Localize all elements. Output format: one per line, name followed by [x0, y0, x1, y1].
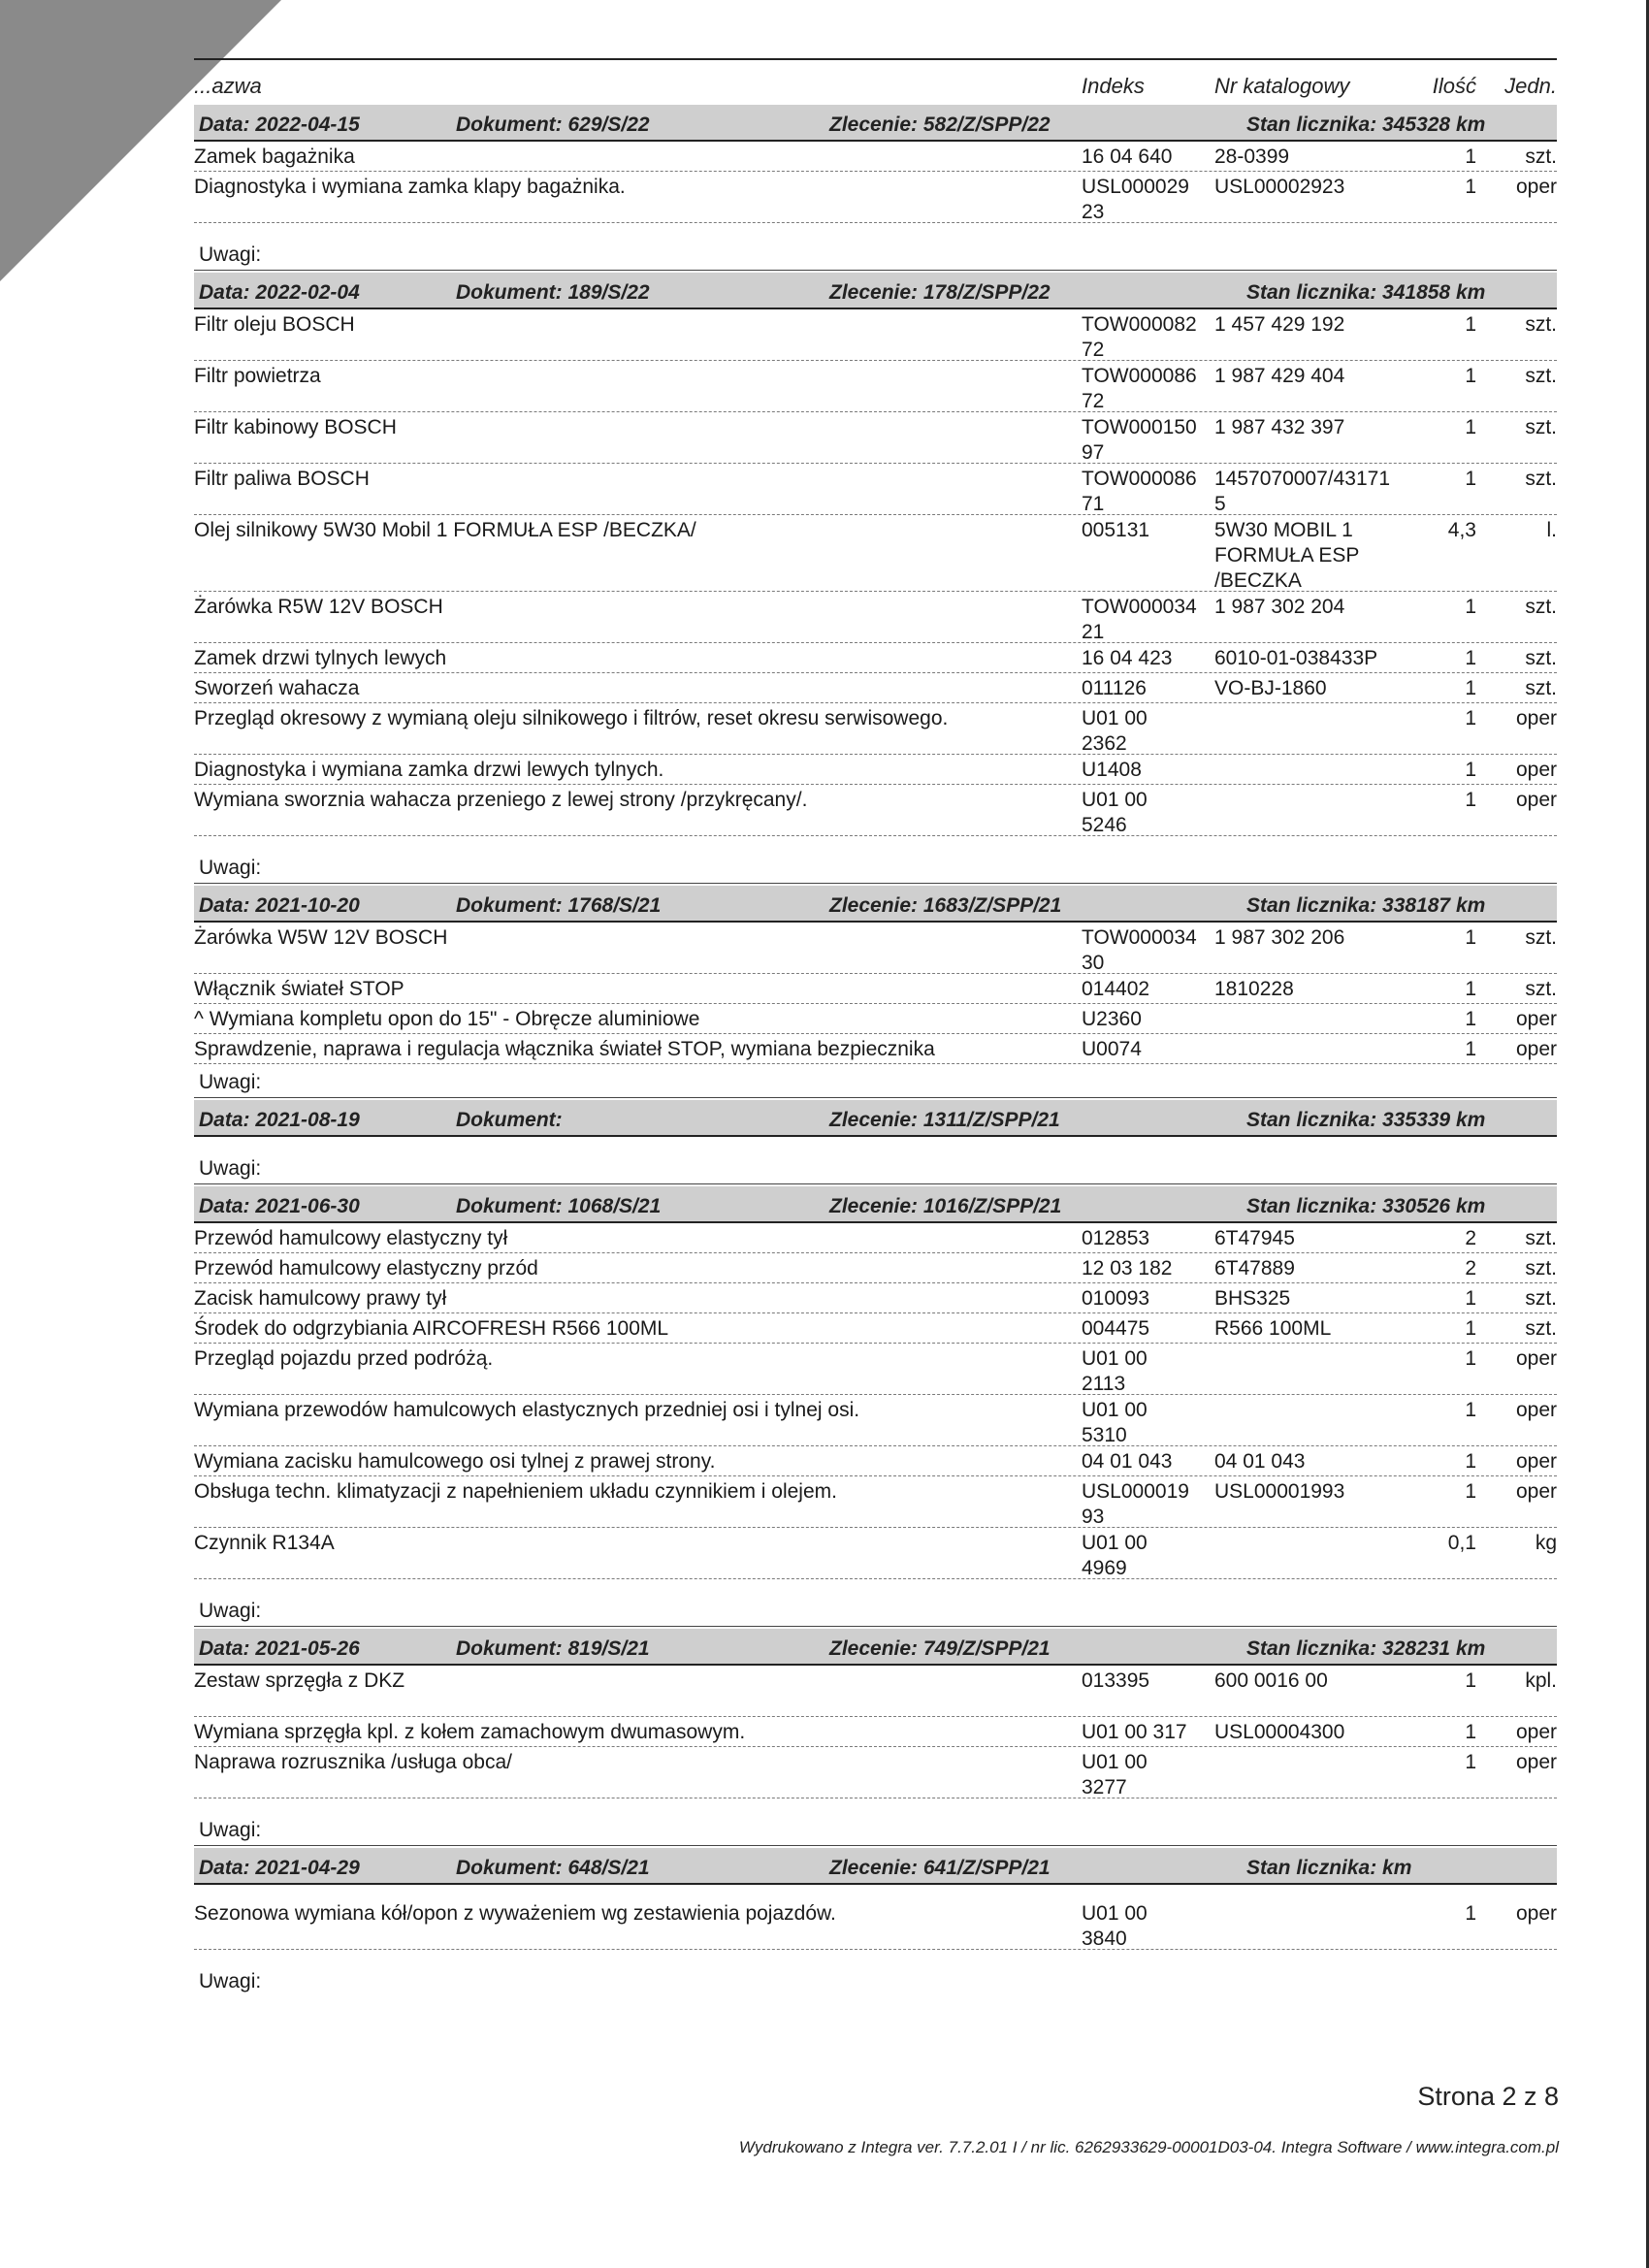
table-row — [194, 142, 1557, 172]
item-unit: szt. — [1525, 978, 1557, 1000]
item-catalog: USL00002923 — [1214, 176, 1345, 198]
order-header — [194, 886, 1557, 923]
table-row — [194, 592, 1557, 643]
table-row — [194, 643, 1557, 673]
order-date: Data: 2022-02-04 — [199, 281, 360, 304]
order-zlecenie: Zlecenie: 178/Z/SPP/22 — [829, 281, 1051, 304]
item-unit: szt. — [1525, 926, 1557, 949]
item-name: Zamek drzwi tylnych lewych — [194, 647, 447, 669]
col-qty: Ilość — [1432, 74, 1476, 98]
order-date: Data: 2021-05-26 — [199, 1637, 360, 1660]
item-qty: 1 — [1465, 146, 1476, 168]
item-unit: szt. — [1525, 1257, 1557, 1280]
order-date: Data: 2021-10-20 — [199, 894, 360, 917]
table-row — [194, 1344, 1557, 1395]
order-header — [194, 1848, 1557, 1885]
item-index: 013395 — [1082, 1669, 1150, 1692]
order-odometer: Stan licznika: 338187 km — [1246, 894, 1486, 917]
item-qty: 1 — [1465, 1902, 1476, 1925]
item-catalog: 6010-01-038433P — [1214, 647, 1378, 669]
item-qty: 1 — [1465, 1669, 1476, 1692]
order-date: Data: 2021-08-19 — [199, 1109, 360, 1131]
remarks — [194, 1150, 1557, 1184]
order-odometer: Stan licznika: 328231 km — [1246, 1637, 1486, 1660]
item-name: Wymiana zacisku hamulcowego osi tylnej z prawej strony. — [194, 1450, 716, 1473]
item-qty: 1 — [1465, 313, 1476, 336]
col-unit: Jedn. — [1504, 74, 1557, 98]
table-row — [194, 974, 1557, 1004]
col-catalog: Nr katalogowy — [1214, 74, 1350, 98]
item-name: Sworzeń wahacza — [194, 677, 360, 699]
item-unit: oper — [1515, 1347, 1557, 1370]
item-unit: szt. — [1525, 647, 1557, 669]
item-unit: szt. — [1525, 313, 1557, 336]
item-name: Zestaw sprzęgła z DKZ — [194, 1669, 405, 1692]
table-row — [194, 1476, 1557, 1528]
table-row — [194, 412, 1557, 464]
item-qty: 1 — [1465, 365, 1476, 387]
item-index: USL000029 23 — [1082, 176, 1189, 223]
item-catalog: 1 987 432 397 — [1214, 416, 1345, 438]
item-qty: 1 — [1465, 1008, 1476, 1030]
item-name: Filtr paliwa BOSCH — [194, 468, 370, 490]
item-index: 12 03 182 — [1082, 1257, 1173, 1280]
item-name: ^ Wymiana kompletu opon do 15" - Obręcze aluminiowe — [194, 1008, 700, 1030]
table-row — [194, 309, 1557, 361]
item-qty: 4,3 — [1447, 519, 1476, 541]
item-index: U1408 — [1082, 759, 1142, 781]
item-catalog: 5W30 MOBIL 1 FORMUŁA ESP /BECZKA — [1214, 519, 1360, 592]
item-unit: oper — [1515, 176, 1557, 198]
remarks-label: Uwagi: — [199, 1071, 262, 1093]
item-index: U01 00 5246 — [1082, 789, 1148, 836]
item-qty: 1 — [1465, 416, 1476, 438]
item-unit: oper — [1515, 789, 1557, 811]
item-qty: 2 — [1465, 1257, 1476, 1280]
item-index: U01 00 3840 — [1082, 1902, 1148, 1950]
table-row — [194, 1283, 1557, 1313]
item-unit: szt. — [1525, 1227, 1557, 1249]
col-index: Indeks — [1082, 74, 1145, 98]
order-document: Dokument: 189/S/22 — [456, 281, 650, 304]
item-name: Sezonowa wymiana kół/opon z wyważeniem wg zestawienia pojazdów. — [194, 1902, 836, 1925]
table-row — [194, 1747, 1557, 1798]
item-catalog: USL00001993 — [1214, 1480, 1345, 1503]
remarks — [194, 1064, 1557, 1098]
item-unit: szt. — [1525, 365, 1557, 387]
table-row — [194, 361, 1557, 412]
item-unit: oper — [1515, 1038, 1557, 1060]
remarks-label: Uwagi: — [199, 243, 262, 266]
item-name: Filtr oleju BOSCH — [194, 313, 355, 336]
table-row — [194, 1717, 1557, 1747]
item-name: Zacisk hamulcowy prawy tył — [194, 1287, 447, 1310]
item-unit: szt. — [1525, 146, 1557, 168]
item-index: U2360 — [1082, 1008, 1142, 1030]
item-index: TOW000086 71 — [1082, 468, 1197, 515]
item-unit: oper — [1515, 1399, 1557, 1421]
order-header — [194, 1100, 1557, 1137]
item-catalog: 1810228 — [1214, 978, 1294, 1000]
item-name: Sprawdzenie, naprawa i regulacja włącznika świateł STOP, wymiana bezpiecznika — [194, 1038, 935, 1060]
item-index: 011126 — [1082, 677, 1147, 699]
order-date: Data: 2021-06-30 — [199, 1195, 360, 1217]
order-document: Dokument: 629/S/22 — [456, 113, 650, 136]
table-row — [194, 1446, 1557, 1476]
order-zlecenie: Zlecenie: 1683/Z/SPP/21 — [829, 894, 1062, 917]
order-zlecenie: Zlecenie: 1311/Z/SPP/21 — [829, 1109, 1060, 1131]
table-row — [194, 923, 1557, 974]
item-catalog: 28-0399 — [1214, 146, 1290, 168]
item-catalog: BHS325 — [1214, 1287, 1291, 1310]
item-name: Diagnostyka i wymiana zamka klapy bagażnika. — [194, 176, 626, 198]
order-header — [194, 1629, 1557, 1666]
item-index: 010093 — [1082, 1287, 1150, 1310]
item-unit: szt. — [1525, 1317, 1557, 1340]
item-catalog: 1 987 302 206 — [1214, 926, 1345, 949]
item-unit: szt. — [1525, 468, 1557, 490]
item-catalog: 1 457 429 192 — [1214, 313, 1345, 336]
item-unit: szt. — [1525, 677, 1557, 699]
service-history-document — [194, 58, 1557, 1996]
table-row — [194, 1395, 1557, 1446]
item-unit: kg — [1535, 1532, 1557, 1554]
order-zlecenie: Zlecenie: 641/Z/SPP/21 — [829, 1857, 1051, 1879]
item-qty: 1 — [1465, 1721, 1476, 1743]
remarks — [194, 1593, 1557, 1627]
table-row — [194, 1004, 1557, 1034]
item-qty: 1 — [1465, 1450, 1476, 1473]
item-unit: szt. — [1525, 416, 1557, 438]
item-name: Wymiana przewodów hamulcowych elastycznych przedniej osi i tylnej osi. — [194, 1399, 860, 1421]
item-name: Wymiana sworznia wahacza przeniego z lewej strony /przykręcany/. — [194, 789, 808, 811]
item-name: Przegląd okresowy z wymianą oleju silnikowego i filtrów, reset okresu serwisowego. — [194, 707, 949, 729]
item-index: 004475 — [1082, 1317, 1150, 1340]
item-qty: 1 — [1465, 1317, 1476, 1340]
item-catalog: R566 100ML — [1214, 1317, 1332, 1340]
item-name: Czynnik R134A — [194, 1532, 335, 1554]
item-name: Obsługa techn. klimatyzacji z napełnieniem układu czynnikiem i olejem. — [194, 1480, 837, 1503]
item-qty: 1 — [1465, 978, 1476, 1000]
item-name: Filtr kabinowy BOSCH — [194, 416, 397, 438]
item-name: Naprawa rozrusznika /usługa obca/ — [194, 1751, 513, 1773]
item-index: U01 00 317 — [1082, 1721, 1187, 1743]
item-index: 012853 — [1082, 1227, 1150, 1249]
item-name: Przegląd pojazdu przed podróżą. — [194, 1347, 494, 1370]
order-zlecenie: Zlecenie: 749/Z/SPP/21 — [829, 1637, 1051, 1660]
remarks — [194, 237, 1557, 271]
item-index: U01 00 5310 — [1082, 1399, 1148, 1446]
order-document: Dokument: 1068/S/21 — [456, 1195, 662, 1217]
item-name: Diagnostyka i wymiana zamka drzwi lewych tylnych. — [194, 759, 664, 781]
table-row — [194, 1223, 1557, 1253]
table-row — [194, 515, 1557, 592]
item-index: U01 00 3277 — [1082, 1751, 1148, 1798]
order-document: Dokument: — [456, 1109, 563, 1131]
item-unit: oper — [1515, 1450, 1557, 1473]
item-qty: 1 — [1465, 707, 1476, 729]
item-qty: 1 — [1465, 1287, 1476, 1310]
order-date: Data: 2021-04-29 — [199, 1857, 360, 1879]
order-date: Data: 2022-04-15 — [199, 113, 360, 136]
order-odometer: Stan licznika: 330526 km — [1246, 1195, 1486, 1217]
item-name: Filtr powietrza — [194, 365, 321, 387]
order-odometer: Stan licznika: km — [1246, 1857, 1412, 1879]
item-index: 014402 — [1082, 978, 1150, 1000]
item-name: Przewód hamulcowy elastyczny tył — [194, 1227, 508, 1249]
page-number: Strona 2 z 8 — [1417, 2082, 1559, 2111]
order-header — [194, 273, 1557, 309]
item-name: Żarówka R5W 12V BOSCH — [194, 596, 443, 618]
col-name: ...azwa — [194, 74, 262, 98]
item-qty: 1 — [1465, 759, 1476, 781]
item-qty: 1 — [1465, 176, 1476, 198]
item-qty: 1 — [1465, 468, 1476, 490]
table-row — [194, 755, 1557, 785]
item-unit: kpl. — [1525, 1669, 1557, 1692]
item-catalog: 1 987 302 204 — [1214, 596, 1345, 618]
item-index: 16 04 640 — [1082, 146, 1173, 168]
order-document: Dokument: 819/S/21 — [456, 1637, 650, 1660]
order-zlecenie: Zlecenie: 1016/Z/SPP/21 — [829, 1195, 1062, 1217]
item-catalog: 600 0016 00 — [1214, 1669, 1328, 1692]
item-qty: 1 — [1465, 677, 1476, 699]
table-row — [194, 1034, 1557, 1064]
remarks-label: Uwagi: — [199, 1157, 262, 1180]
item-qty: 1 — [1465, 1751, 1476, 1773]
item-name: Włącznik świateł STOP — [194, 978, 404, 1000]
item-unit: oper — [1515, 1480, 1557, 1503]
item-index: U01 00 4969 — [1082, 1532, 1148, 1579]
item-index: 005131 — [1082, 519, 1150, 541]
item-index: TOW000082 72 — [1082, 313, 1197, 361]
order-zlecenie: Zlecenie: 582/Z/SPP/22 — [829, 113, 1051, 136]
item-catalog: 1 987 429 404 — [1214, 365, 1345, 387]
remarks-label: Uwagi: — [199, 1819, 262, 1841]
item-unit: oper — [1515, 1751, 1557, 1773]
item-qty: 2 — [1465, 1227, 1476, 1249]
table-row — [194, 464, 1557, 515]
item-unit: oper — [1515, 1902, 1557, 1925]
item-unit: szt. — [1525, 1287, 1557, 1310]
table-row — [194, 1898, 1557, 1950]
item-index: U01 00 2362 — [1082, 707, 1148, 755]
item-catalog: VO-BJ-1860 — [1214, 677, 1327, 699]
table-row — [194, 1313, 1557, 1344]
item-name: Przewód hamulcowy elastyczny przód — [194, 1257, 538, 1280]
item-index: TOW000086 72 — [1082, 365, 1197, 412]
item-name: Wymiana sprzęgła kpl. z kołem zamachowym dwumasowym. — [194, 1721, 746, 1743]
remarks-label: Uwagi: — [199, 1970, 262, 1993]
item-unit: oper — [1515, 759, 1557, 781]
item-qty: 1 — [1465, 789, 1476, 811]
remarks — [194, 850, 1557, 884]
item-unit: oper — [1515, 1008, 1557, 1030]
order-odometer: Stan licznika: 335339 km — [1246, 1109, 1486, 1131]
item-catalog: 1457070007/43171 5 — [1214, 468, 1391, 515]
print-footer: Wydrukowano z Integra ver. 7.7.2.01 I / nr lic. 6262933629-00001D03-04. Integra Software / www.integra.com.pl — [738, 2138, 1559, 2156]
column-header — [194, 60, 1557, 103]
item-index: U0074 — [1082, 1038, 1142, 1060]
item-name: Żarówka W5W 12V BOSCH — [194, 926, 448, 949]
item-unit: oper — [1515, 707, 1557, 729]
item-qty: 1 — [1465, 1480, 1476, 1503]
table-row — [194, 172, 1557, 223]
item-catalog: USL00004300 — [1214, 1721, 1345, 1743]
item-qty: 0,1 — [1447, 1532, 1476, 1554]
table-row — [194, 673, 1557, 703]
table-row — [194, 1253, 1557, 1283]
order-header — [194, 1186, 1557, 1223]
table-row — [194, 703, 1557, 755]
order-document: Dokument: 1768/S/21 — [456, 894, 662, 917]
remarks-label: Uwagi: — [199, 1600, 262, 1622]
item-catalog: 6T47889 — [1214, 1257, 1295, 1280]
item-name: Zamek bagażnika — [194, 146, 355, 168]
item-name: Olej silnikowy 5W30 Mobil 1 FORMUŁA ESP /BECZKA/ — [194, 519, 696, 541]
item-unit: oper — [1515, 1721, 1557, 1743]
table-row — [194, 1666, 1557, 1717]
item-index: TOW000034 30 — [1082, 926, 1197, 974]
item-qty: 1 — [1465, 647, 1476, 669]
item-index: U01 00 2113 — [1082, 1347, 1148, 1395]
remarks — [194, 1812, 1557, 1846]
order-header — [194, 105, 1557, 142]
item-qty: 1 — [1465, 1038, 1476, 1060]
item-name: Środek do odgrzybiania AIRCOFRESH R566 100ML — [194, 1317, 669, 1340]
item-qty: 1 — [1465, 1347, 1476, 1370]
item-index: USL000019 93 — [1082, 1480, 1189, 1528]
remarks — [194, 1963, 1557, 1996]
item-unit: l. — [1546, 519, 1557, 541]
order-document: Dokument: 648/S/21 — [456, 1857, 650, 1879]
order-odometer: Stan licznika: 345328 km — [1246, 113, 1486, 136]
item-catalog: 04 01 043 — [1214, 1450, 1306, 1473]
item-index: 04 01 043 — [1082, 1450, 1173, 1473]
order-odometer: Stan licznika: 341858 km — [1246, 281, 1486, 304]
table-row — [194, 1528, 1557, 1579]
item-qty: 1 — [1465, 596, 1476, 618]
table-row — [194, 785, 1557, 836]
item-qty: 1 — [1465, 926, 1476, 949]
item-qty: 1 — [1465, 1399, 1476, 1421]
item-index: 16 04 423 — [1082, 647, 1173, 669]
item-index: TOW000034 21 — [1082, 596, 1197, 643]
item-catalog: 6T47945 — [1214, 1227, 1295, 1249]
remarks-label: Uwagi: — [199, 857, 262, 879]
item-unit: szt. — [1525, 596, 1557, 618]
item-index: TOW000150 97 — [1082, 416, 1197, 464]
